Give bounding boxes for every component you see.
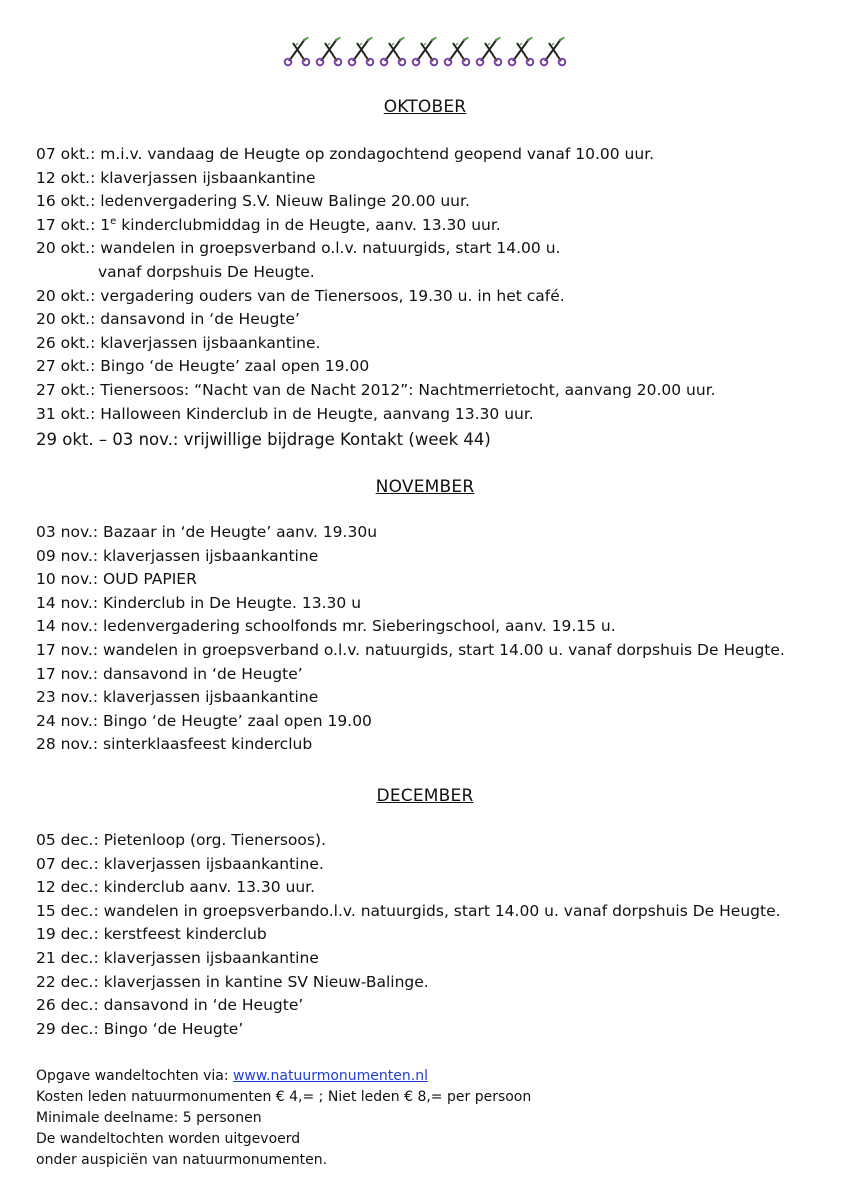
- natuurmonumenten-link[interactable]: www.natuurmonumenten.nl: [232, 1068, 428, 1084]
- agenda-item: [36, 663, 836, 687]
- agenda-date: 14 nov.:: [36, 593, 99, 612]
- agenda-text: OUD PAPIER: [98, 570, 197, 589]
- agenda-text: kinderclub aanv. 13.30 uur.: [98, 878, 316, 897]
- agenda-date: 17 nov.:: [36, 664, 99, 683]
- agenda-date: 10 nov.:: [36, 570, 99, 589]
- agenda-text: Bingo ‘de Heugte’ zaal open 19.00: [95, 357, 370, 376]
- scissors-icon: [474, 34, 504, 68]
- agenda-text: Bingo ‘de Heugte’: [98, 1019, 244, 1038]
- agenda-item: [36, 285, 836, 309]
- footer-signup-label: Opgave wandeltochten via:: [36, 1068, 233, 1084]
- agenda-item: [36, 426, 836, 453]
- agenda-item: [36, 710, 836, 734]
- agenda-text: klaverjassen ijsbaankantine.: [95, 333, 321, 352]
- agenda-date: 12 dec.:: [36, 878, 99, 897]
- agenda-text: 1: [95, 215, 111, 234]
- agenda-text: klaverjassen ijsbaankantine: [95, 168, 316, 187]
- agenda-date: 23 nov.:: [36, 688, 99, 707]
- agenda-item: [36, 545, 836, 569]
- agenda-ordinal-superscript: e: [110, 215, 117, 227]
- agenda-date: 26 dec.:: [36, 996, 99, 1015]
- agenda-date: 20 okt.:: [36, 239, 96, 258]
- agenda-item: [36, 615, 836, 639]
- agenda-date: 29 okt. – 03 nov.:: [36, 430, 179, 450]
- section-title-november: NOVEMBER: [375, 477, 475, 497]
- agenda-list-oktober: [36, 143, 836, 453]
- agenda-item: [36, 1018, 836, 1042]
- agenda-date: 27 okt.:: [36, 357, 96, 376]
- scissors-icon: [378, 34, 408, 68]
- agenda-text: klaverjassen ijsbaankantine: [98, 546, 319, 565]
- scissors-icon: [538, 34, 568, 68]
- footer-note-line2: onder auspiciën van natuurmonumenten.: [36, 1152, 328, 1168]
- agenda-list-november: [36, 521, 836, 757]
- agenda-item: [36, 876, 836, 900]
- agenda-text: Pietenloop (org. Tienersoos).: [98, 831, 326, 849]
- agenda-item: [36, 214, 836, 238]
- agenda-item: [36, 829, 836, 853]
- section-title-oktober: OKTOBER: [383, 97, 467, 117]
- agenda-item: [36, 308, 836, 332]
- agenda-date: 20 okt.:: [36, 310, 96, 329]
- agenda-text: klaverjassen ijsbaankantine: [98, 688, 319, 707]
- agenda-date: 12 okt.:: [36, 168, 96, 187]
- agenda-text: vrijwillige bijdrage Kontakt (week 44): [178, 430, 491, 450]
- agenda-item: [36, 332, 836, 356]
- agenda-item: [36, 143, 836, 167]
- agenda-date: 05 dec.:: [36, 831, 99, 849]
- footer-note-line1: De wandeltochten worden uitgevoerd: [36, 1131, 301, 1147]
- agenda-text: vergadering ouders van de Tienersoos, 19.30 u. in het café.: [95, 286, 565, 305]
- agenda-text: wandelen in groepsverband o.l.v. natuurgids, start 14.00 u. vanaf dorpshuis De Heugte.: [98, 640, 785, 659]
- agenda-item: [36, 900, 836, 924]
- agenda-date: 14 nov.:: [36, 617, 99, 636]
- agenda-text: Tienersoos: “Nacht van de Nacht 2012”: Nachtmerrietocht, aanvang 20.00 uur.: [95, 380, 716, 399]
- scissors-icon: [282, 34, 312, 68]
- agenda-text: wandelen in groepsverbando.l.v. natuurgids, start 14.00 u. vanaf dorpshuis De Heugte.: [98, 901, 781, 920]
- agenda-text: m.i.v. vandaag de Heugte op zondagochtend geopend vanaf 10.00 uur.: [95, 145, 655, 163]
- agenda-date: 07 dec.:: [36, 854, 99, 873]
- agenda-text: ledenvergadering schoolfonds mr. Sieberingschool, aanv. 19.15 u.: [98, 617, 616, 636]
- agenda-text: klaverjassen in kantine SV Nieuw-Balinge.: [98, 972, 429, 991]
- agenda-text: klaverjassen ijsbaankantine.: [98, 854, 324, 873]
- agenda-date: 15 dec.:: [36, 901, 99, 920]
- agenda-item: [36, 167, 836, 191]
- agenda-date: 31 okt.:: [36, 404, 96, 423]
- agenda-item: [36, 237, 836, 261]
- agenda-text: kerstfeest kinderclub: [98, 925, 267, 944]
- agenda-item: [36, 994, 836, 1018]
- agenda-item: [36, 923, 836, 947]
- agenda-item: [36, 568, 836, 592]
- agenda-item: [36, 639, 836, 663]
- agenda-date: 29 dec.:: [36, 1019, 99, 1038]
- agenda-date: 26 okt.:: [36, 333, 96, 352]
- scissors-icon: [314, 34, 344, 68]
- agenda-item: [36, 261, 836, 285]
- agenda-date: 27 okt.:: [36, 380, 96, 399]
- agenda-list-december: [36, 829, 836, 1041]
- agenda-text: Kinderclub in De Heugte. 13.30 u: [98, 593, 362, 612]
- agenda-text: dansavond in ‘de Heugte’: [98, 996, 304, 1015]
- agenda-date: 17 okt.:: [36, 215, 96, 234]
- scissors-icon: [346, 34, 376, 68]
- agenda-text: Bazaar in ‘de Heugte’ aanv. 19.30u: [98, 523, 378, 541]
- agenda-text: dansavond in ‘de Heugte’: [98, 664, 303, 683]
- agenda-item: [36, 971, 836, 995]
- agenda-text: sinterklaasfeest kinderclub: [98, 735, 313, 754]
- agenda-item: [36, 733, 836, 757]
- agenda-text: Halloween Kinderclub in de Heugte, aanvang 13.30 uur.: [95, 404, 534, 423]
- footer-notes: [36, 1066, 826, 1171]
- agenda-item: [36, 355, 836, 379]
- agenda-date: 16 okt.:: [36, 192, 96, 211]
- agenda-text: vanaf dorpshuis De Heugte.: [98, 262, 315, 281]
- agenda-date: 09 nov.:: [36, 546, 99, 565]
- agenda-text: Bingo ‘de Heugte’ zaal open 19.00: [98, 711, 372, 730]
- agenda-item: [36, 190, 836, 214]
- scissors-icon: [410, 34, 440, 68]
- agenda-item: [36, 592, 836, 616]
- agenda-date: 07 okt.:: [36, 145, 96, 163]
- scissors-decoration: [0, 34, 850, 74]
- footer-signup-line: [36, 1066, 826, 1087]
- agenda-item: [36, 403, 836, 427]
- agenda-date: 21 dec.:: [36, 948, 99, 967]
- agenda-text: ledenvergadering S.V. Nieuw Balinge 20.00 uur.: [95, 192, 470, 211]
- footer-minimum: Minimale deelname: 5 personen: [36, 1110, 262, 1126]
- agenda-date: 22 dec.:: [36, 972, 99, 991]
- agenda-date: 03 nov.:: [36, 523, 99, 541]
- agenda-date: 28 nov.:: [36, 735, 99, 754]
- agenda-item: [36, 379, 836, 403]
- agenda-item: [36, 947, 836, 971]
- agenda-item: [36, 853, 836, 877]
- scissors-icon: [442, 34, 472, 68]
- agenda-date: 19 dec.:: [36, 925, 99, 944]
- agenda-text: kinderclubmiddag in de Heugte, aanv. 13.30 uur.: [116, 215, 501, 234]
- agenda-item: [36, 521, 836, 545]
- agenda-date: 24 nov.:: [36, 711, 99, 730]
- scissors-icon: [506, 34, 536, 68]
- agenda-date: 17 nov.:: [36, 640, 99, 659]
- footer-costs: Kosten leden natuurmonumenten € 4,= ; Niet leden € 8,= per persoon: [36, 1089, 532, 1105]
- agenda-date: 20 okt.:: [36, 286, 96, 305]
- section-title-december: DECEMBER: [376, 786, 474, 806]
- agenda-text: dansavond in ‘de Heugte’: [95, 310, 300, 329]
- agenda-text: wandelen in groepsverband o.l.v. natuurgids, start 14.00 u.: [95, 239, 561, 258]
- agenda-text: klaverjassen ijsbaankantine: [98, 948, 319, 967]
- agenda-item: [36, 686, 836, 710]
